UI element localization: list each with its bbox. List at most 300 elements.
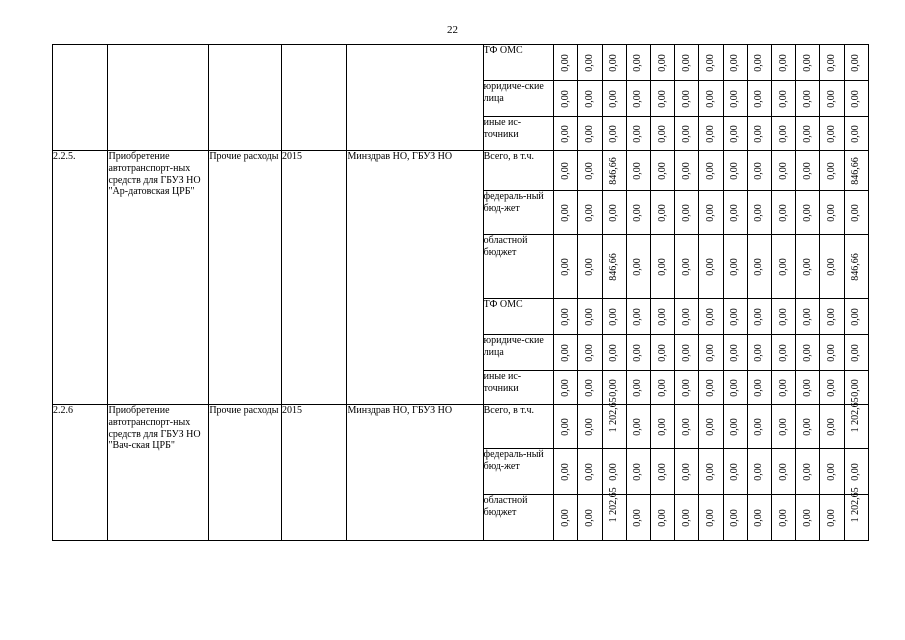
value-cell (723, 299, 747, 335)
value-cell (723, 235, 747, 299)
value-text: 0,00 (632, 89, 644, 108)
value-cell (699, 81, 723, 117)
value-text: 0,00 (777, 161, 789, 180)
value-cell (747, 405, 771, 449)
value-text: 0,00 (680, 53, 692, 72)
value-cell (675, 335, 699, 371)
value-text: 0,00 (608, 203, 620, 222)
value-text: 0,00 (729, 203, 741, 222)
value-text: 0,00 (632, 343, 644, 362)
value-text: 0,00 (826, 307, 838, 326)
value-text: 0,00 (705, 307, 717, 326)
value-cell (626, 81, 650, 117)
value-text: 0,00 (584, 508, 596, 527)
value-text: 0,00 (801, 307, 813, 326)
value-cell (554, 81, 578, 117)
funding-source-cell: иные ис-точники (483, 371, 554, 405)
item-year: 2015 (281, 151, 347, 405)
value-text: 0,00 (680, 257, 692, 276)
value-text: 0,00 (826, 257, 838, 276)
value-cell (626, 299, 650, 335)
value-text: 846,66 (608, 156, 620, 185)
value-cell (602, 45, 626, 81)
value-text: 0,00 (777, 124, 789, 143)
value-cell (699, 235, 723, 299)
empty-category-cell (209, 45, 282, 151)
value-text: 0,00 (777, 89, 789, 108)
value-cell (554, 335, 578, 371)
value-text: 0,00 (729, 307, 741, 326)
value-cell (554, 371, 578, 405)
value-text: 0,00 (705, 462, 717, 481)
value-cell (772, 449, 796, 495)
value-cell (796, 81, 820, 117)
value-cell (602, 81, 626, 117)
value-cell (820, 151, 844, 191)
value-text: 0,00 (777, 53, 789, 72)
value-cell (772, 371, 796, 405)
value-cell (699, 335, 723, 371)
value-text: 0,00 (608, 343, 620, 362)
value-text: 0,00 (656, 257, 668, 276)
value-text: 846,66 (608, 252, 620, 281)
value-text: 0,00 (559, 89, 571, 108)
value-cell (651, 299, 675, 335)
funding-source-cell: юридиче-ские лица (483, 335, 554, 371)
value-cell (651, 405, 675, 449)
value-cell (844, 487, 868, 541)
value-text: 0,00 (753, 462, 765, 481)
value-text: 0,00 (729, 378, 741, 397)
value-cell (844, 299, 868, 335)
value-text: 0,00 (656, 89, 668, 108)
value-cell (723, 335, 747, 371)
value-cell (747, 151, 771, 191)
value-text: 0,00 (584, 89, 596, 108)
value-cell (723, 191, 747, 235)
value-cell (651, 371, 675, 405)
value-text: 0,00 (632, 257, 644, 276)
value-text: 0,00 (584, 343, 596, 362)
value-text: 0,00 (680, 378, 692, 397)
value-text: 0,00 (559, 124, 571, 143)
value-cell (747, 235, 771, 299)
expense-category: Прочие расходы (209, 405, 282, 541)
value-cell (675, 191, 699, 235)
value-text: 0,00 (559, 53, 571, 72)
value-cell (602, 299, 626, 335)
value-cell (820, 299, 844, 335)
value-cell (602, 397, 626, 449)
value-cell (723, 495, 747, 541)
value-text: 846,66 (850, 252, 862, 281)
value-text: 0,00 (705, 343, 717, 362)
value-cell (626, 405, 650, 449)
value-cell (820, 235, 844, 299)
funding-source-cell: областной бюджет (483, 495, 554, 541)
value-cell (554, 151, 578, 191)
item-name: Приобретение автотранспорт-ных средств для ГБУЗ НО "Ар-датовская ЦРБ" (108, 151, 209, 405)
value-text: 0,00 (826, 161, 838, 180)
value-text: 0,00 (729, 89, 741, 108)
value-text: 846,66 (850, 156, 862, 185)
value-text: 0,00 (826, 53, 838, 72)
value-cell (723, 405, 747, 449)
value-cell (578, 117, 602, 151)
value-text: 0,00 (656, 417, 668, 436)
value-text: 0,00 (801, 417, 813, 436)
value-text: 0,00 (705, 417, 717, 436)
value-text: 0,00 (608, 89, 620, 108)
value-text: 0,00 (729, 417, 741, 436)
value-text: 0,00 (608, 462, 620, 481)
item-name: Приобретение автотранспорт-ных средств для ГБУЗ НО "Вач-ская ЦРБ" (108, 405, 209, 541)
value-cell (699, 117, 723, 151)
value-cell (772, 235, 796, 299)
value-cell (747, 495, 771, 541)
value-text: 0,00 (632, 378, 644, 397)
value-text: 0,00 (753, 508, 765, 527)
value-cell (675, 449, 699, 495)
funding-source-cell: юридиче-ские лица (483, 81, 554, 117)
value-cell (602, 191, 626, 235)
value-text: 0,00 (801, 203, 813, 222)
value-text: 0,00 (777, 203, 789, 222)
value-text: 0,00 (559, 343, 571, 362)
value-text: 0,00 (680, 203, 692, 222)
value-text: 0,00 (753, 161, 765, 180)
value-text: 0,00 (753, 89, 765, 108)
value-cell (554, 449, 578, 495)
value-cell (578, 235, 602, 299)
value-cell (651, 151, 675, 191)
value-cell (578, 81, 602, 117)
value-cell (820, 335, 844, 371)
value-cell (844, 397, 868, 449)
value-text: 0,00 (656, 53, 668, 72)
value-text: 0,00 (559, 161, 571, 180)
value-cell (844, 81, 868, 117)
value-cell (578, 151, 602, 191)
value-cell (772, 299, 796, 335)
value-text: 0,00 (680, 508, 692, 527)
value-text: 0,00 (680, 161, 692, 180)
value-text: 0,00 (826, 417, 838, 436)
value-text: 0,00 (559, 417, 571, 436)
value-text: 0,00 (584, 462, 596, 481)
value-text: 0,00 (753, 307, 765, 326)
value-cell (578, 299, 602, 335)
value-text: 0,00 (632, 508, 644, 527)
value-cell (651, 45, 675, 81)
funding-source-cell: ТФ ОМС (483, 45, 554, 81)
value-text: 0,00 (559, 257, 571, 276)
empty-year-cell (281, 45, 347, 151)
value-text: 0,00 (705, 508, 717, 527)
value-cell (747, 371, 771, 405)
value-cell (699, 495, 723, 541)
value-text: 0,00 (705, 161, 717, 180)
value-text: 0,00 (705, 203, 717, 222)
value-text: 0,00 (753, 378, 765, 397)
value-text: 0,00 (680, 89, 692, 108)
value-cell (626, 235, 650, 299)
value-cell (626, 495, 650, 541)
value-text: 0,00 (559, 307, 571, 326)
value-cell (772, 151, 796, 191)
value-text: 0,00 (777, 462, 789, 481)
value-text: 0,00 (584, 53, 596, 72)
value-cell (772, 191, 796, 235)
value-text: 0,00 (801, 257, 813, 276)
item-year: 2015 (281, 405, 347, 541)
value-cell (796, 449, 820, 495)
value-text: 0,00 (729, 53, 741, 72)
value-text: 0,00 (656, 124, 668, 143)
value-text: 0,00 (559, 508, 571, 527)
value-cell (699, 405, 723, 449)
value-text: 0,00 (680, 462, 692, 481)
value-cell (602, 235, 626, 299)
value-text: 0,00 (729, 161, 741, 180)
value-text: 0,00 (729, 124, 741, 143)
value-text: 0,00 (753, 124, 765, 143)
value-cell (820, 117, 844, 151)
value-cell (626, 151, 650, 191)
value-text: 0,00 (826, 89, 838, 108)
value-text: 0,00 (850, 343, 862, 362)
value-text: 0,00 (608, 378, 620, 397)
value-cell (796, 405, 820, 449)
value-text: 1 202,65 (608, 487, 620, 523)
value-text: 0,00 (826, 124, 838, 143)
funding-source-cell: областной бюджет (483, 235, 554, 299)
value-cell (747, 299, 771, 335)
value-cell (651, 235, 675, 299)
value-text: 0,00 (632, 53, 644, 72)
value-cell (796, 151, 820, 191)
value-text: 0,00 (705, 378, 717, 397)
item-number: 2.2.5. (53, 151, 108, 405)
value-cell (554, 191, 578, 235)
value-text: 0,00 (801, 53, 813, 72)
value-cell (651, 495, 675, 541)
value-text: 0,00 (632, 462, 644, 481)
value-cell (844, 191, 868, 235)
value-text: 0,00 (801, 378, 813, 397)
value-cell (675, 81, 699, 117)
value-cell (578, 335, 602, 371)
value-cell (554, 405, 578, 449)
value-text: 0,00 (680, 307, 692, 326)
value-cell (554, 117, 578, 151)
value-text: 0,00 (559, 378, 571, 397)
value-cell (796, 235, 820, 299)
value-text: 0,00 (584, 161, 596, 180)
value-text: 0,00 (608, 124, 620, 143)
value-cell (820, 81, 844, 117)
value-text: 0,00 (801, 343, 813, 362)
value-cell (747, 335, 771, 371)
value-cell (723, 371, 747, 405)
value-cell (844, 117, 868, 151)
value-text: 0,00 (850, 203, 862, 222)
value-text: 0,00 (584, 257, 596, 276)
value-cell (602, 151, 626, 191)
value-text: 0,00 (680, 124, 692, 143)
value-cell (796, 371, 820, 405)
value-text: 0,00 (559, 462, 571, 481)
value-cell (578, 449, 602, 495)
value-text: 0,00 (632, 161, 644, 180)
budget-table (52, 44, 869, 541)
value-text: 0,00 (777, 343, 789, 362)
funding-source-cell: Всего, в т.ч. (483, 405, 554, 449)
value-text: 0,00 (559, 203, 571, 222)
value-text: 0,00 (656, 378, 668, 397)
value-cell (844, 335, 868, 371)
value-cell (675, 117, 699, 151)
value-cell (578, 495, 602, 541)
value-cell (820, 371, 844, 405)
value-text: 0,00 (656, 307, 668, 326)
table-row (53, 405, 869, 449)
value-text: 0,00 (801, 89, 813, 108)
value-text: 0,00 (801, 161, 813, 180)
value-text: 0,00 (753, 343, 765, 362)
value-text: 0,00 (632, 203, 644, 222)
value-text: 0,00 (608, 307, 620, 326)
value-text: 0,00 (777, 508, 789, 527)
value-cell (772, 495, 796, 541)
value-text: 0,00 (850, 89, 862, 108)
value-text: 0,00 (850, 378, 862, 397)
value-text: 0,00 (632, 307, 644, 326)
value-text: 0,00 (801, 462, 813, 481)
value-cell (772, 45, 796, 81)
funding-source-cell: ТФ ОМС (483, 299, 554, 335)
value-cell (554, 235, 578, 299)
value-cell (844, 151, 868, 191)
value-cell (723, 449, 747, 495)
value-cell (820, 495, 844, 541)
value-cell (723, 45, 747, 81)
value-cell (651, 335, 675, 371)
value-text: 0,00 (777, 417, 789, 436)
value-text: 0,00 (656, 343, 668, 362)
value-text: 1 202,65 (850, 487, 862, 523)
expense-category: Прочие расходы (209, 151, 282, 405)
value-cell (675, 45, 699, 81)
value-cell (626, 117, 650, 151)
value-cell (796, 299, 820, 335)
value-text: 0,00 (729, 257, 741, 276)
value-text: 0,00 (777, 307, 789, 326)
value-text: 0,00 (656, 462, 668, 481)
value-text: 0,00 (753, 53, 765, 72)
value-text: 0,00 (705, 257, 717, 276)
value-cell (796, 495, 820, 541)
value-text: 0,00 (801, 124, 813, 143)
value-cell (699, 299, 723, 335)
value-cell (675, 495, 699, 541)
value-cell (747, 81, 771, 117)
empty-executor-cell (347, 45, 483, 151)
value-text: 0,00 (680, 343, 692, 362)
value-cell (796, 335, 820, 371)
value-cell (747, 449, 771, 495)
value-text: 0,00 (850, 462, 862, 481)
value-text: 0,00 (608, 53, 620, 72)
value-cell (651, 117, 675, 151)
value-cell (626, 45, 650, 81)
value-cell (699, 449, 723, 495)
value-text: 0,00 (705, 89, 717, 108)
funding-source-cell: федераль-ный бюд-жет (483, 191, 554, 235)
value-cell (651, 449, 675, 495)
empty-num-cell (53, 45, 108, 151)
value-cell (675, 299, 699, 335)
value-text: 0,00 (705, 53, 717, 72)
funding-source-cell: федераль-ный бюд-жет (483, 449, 554, 495)
value-cell (578, 405, 602, 449)
table-row (53, 45, 869, 81)
value-cell (626, 449, 650, 495)
value-text: 0,00 (777, 378, 789, 397)
page-number: 22 (447, 24, 458, 36)
value-text: 1 202,65 (608, 397, 620, 433)
value-text: 0,00 (584, 203, 596, 222)
empty-name-cell (108, 45, 209, 151)
value-cell (747, 45, 771, 81)
value-text: 0,00 (850, 124, 862, 143)
value-cell (675, 405, 699, 449)
value-text: 0,00 (801, 508, 813, 527)
value-cell (675, 371, 699, 405)
value-text: 0,00 (584, 378, 596, 397)
value-cell (820, 449, 844, 495)
value-cell (796, 45, 820, 81)
item-executor: Минздрав НО, ГБУЗ НО (347, 151, 483, 405)
value-text: 0,00 (826, 378, 838, 397)
value-cell (602, 117, 626, 151)
value-text: 0,00 (632, 417, 644, 436)
value-cell (820, 45, 844, 81)
value-text: 0,00 (656, 161, 668, 180)
value-text: 0,00 (850, 307, 862, 326)
value-text: 0,00 (753, 203, 765, 222)
value-cell (699, 45, 723, 81)
value-cell (796, 191, 820, 235)
value-text: 0,00 (656, 203, 668, 222)
value-cell (723, 81, 747, 117)
value-text: 0,00 (680, 417, 692, 436)
value-cell (675, 151, 699, 191)
value-text: 0,00 (584, 417, 596, 436)
value-cell (772, 405, 796, 449)
value-text: 0,00 (826, 203, 838, 222)
value-cell (626, 371, 650, 405)
value-text: 0,00 (632, 124, 644, 143)
value-text: 0,00 (729, 462, 741, 481)
value-cell (578, 371, 602, 405)
value-cell (699, 371, 723, 405)
value-cell (747, 191, 771, 235)
value-cell (578, 191, 602, 235)
item-number: 2.2.6 (53, 405, 108, 541)
value-text: 0,00 (777, 257, 789, 276)
value-text: 0,00 (729, 508, 741, 527)
